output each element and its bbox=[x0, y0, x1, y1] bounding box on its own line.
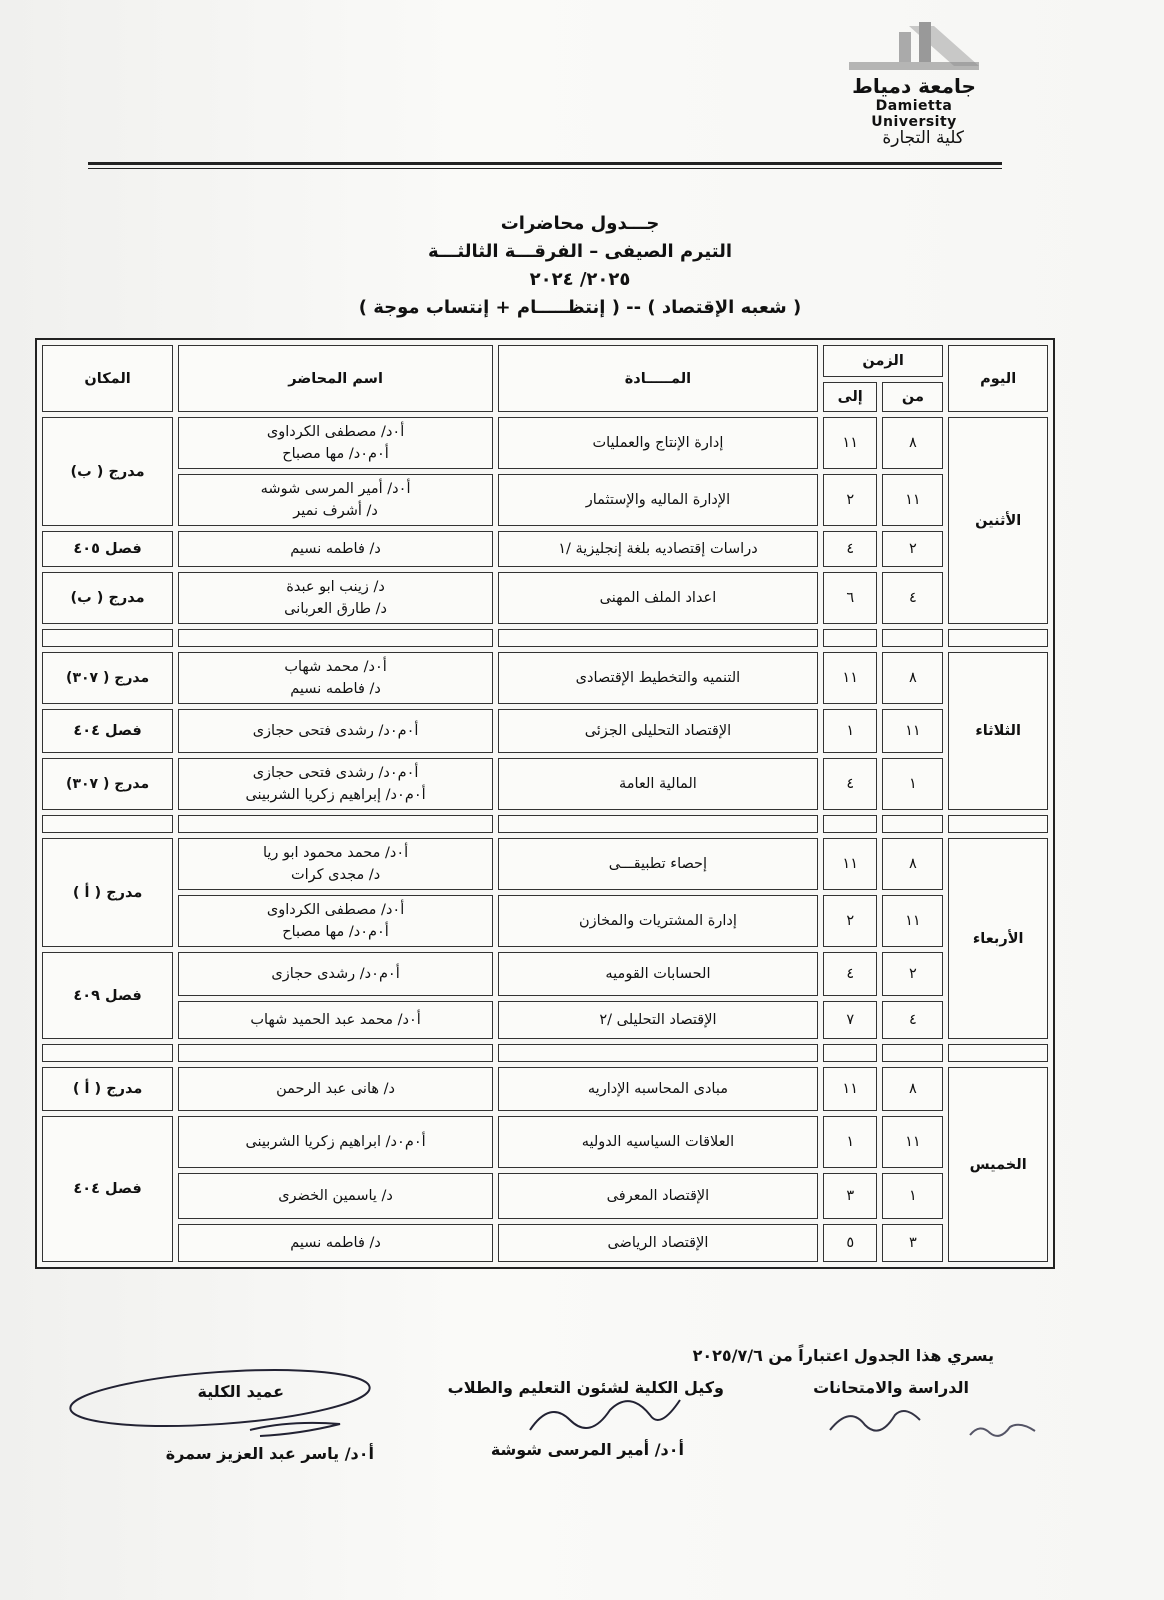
lecturer-name: د/ فاطمه نسيم bbox=[290, 541, 381, 557]
table-row bbox=[42, 572, 1048, 624]
from-cell: ١ bbox=[882, 758, 943, 810]
lecturer-name: أ٠د/ أمير المرسى شوشه bbox=[260, 481, 411, 497]
table-row bbox=[42, 1224, 1048, 1262]
university-logo bbox=[834, 18, 994, 130]
header-place: المكان bbox=[42, 345, 173, 412]
to-cell: ٥ bbox=[823, 1224, 878, 1262]
dean-name: أ٠د/ ياسر عبد العزيز سمرة bbox=[165, 1444, 374, 1463]
to-cell: ١ bbox=[823, 709, 878, 753]
lecturer-name: أ٠م٠د/ رشدى فتحى حجازى bbox=[252, 765, 419, 781]
subject-cell: الإقتصاد الرياضى bbox=[498, 1224, 818, 1262]
place-cell: مدرج ( ٣٠٧) bbox=[42, 758, 173, 810]
from-cell: ٢ bbox=[882, 531, 943, 567]
lecturer-cell bbox=[178, 474, 493, 526]
to-cell: ٤ bbox=[823, 531, 878, 567]
to-cell: ١١ bbox=[823, 652, 878, 704]
lecturer-name: د/ هانى عبد الرحمن bbox=[276, 1081, 395, 1097]
lecturer-cell bbox=[178, 572, 493, 624]
lecturer-name: أ٠د/ مصطفى الكرداوى bbox=[266, 424, 405, 440]
subject-cell: الإدارة الماليه والإستثمار bbox=[498, 474, 818, 526]
document-title-block bbox=[200, 210, 960, 322]
subject-cell: العلاقات السياسيه الدوليه bbox=[498, 1116, 818, 1168]
subject-cell: إدارة الإنتاج والعمليات bbox=[498, 417, 818, 469]
subject-cell: التنميه والتخطيط الإقتصادى bbox=[498, 652, 818, 704]
subject-cell: إدارة المشتريات والمخازن bbox=[498, 895, 818, 947]
lecturer-name: د/ فاطمه نسيم bbox=[290, 681, 381, 697]
lecturer-cell bbox=[178, 895, 493, 947]
from-cell: ٨ bbox=[882, 1067, 943, 1111]
from-cell: ٨ bbox=[882, 838, 943, 890]
table-row bbox=[42, 838, 1048, 890]
day-cell: الأربعاء bbox=[948, 838, 1048, 1039]
lecturer-name: أ٠م٠د/ رشدى حجازى bbox=[271, 966, 400, 982]
subject-cell: إحصاء تطبيقـــى bbox=[498, 838, 818, 890]
place-cell: فصل ٤٠٤ bbox=[42, 1116, 173, 1262]
title-line-4: ( شعبه الإقتصاد ) -- ( إنتظـــــام + إنتساب موجة ) bbox=[358, 297, 802, 318]
to-cell: ١١ bbox=[823, 1067, 878, 1111]
lecturer-cell bbox=[178, 1067, 493, 1111]
subject-cell: الحسابات القوميه bbox=[498, 952, 818, 996]
header-to: إلى bbox=[823, 382, 878, 412]
header-day: اليوم bbox=[948, 345, 1048, 412]
lecturer-cell bbox=[178, 652, 493, 704]
lecturer-name: أ٠م٠د/ ابراهيم زكريا الشربينى bbox=[245, 1134, 426, 1150]
header-divider-thin bbox=[88, 168, 1002, 169]
day-cell: الثلاثاء bbox=[948, 652, 1048, 810]
table-row bbox=[42, 895, 1048, 947]
lecturer-name: أ٠م٠د/ مها مصباح bbox=[282, 446, 389, 462]
to-cell: ٦ bbox=[823, 572, 878, 624]
day-cell: الأثنين bbox=[948, 417, 1048, 624]
lecturer-cell bbox=[178, 531, 493, 567]
header-subject: المـــــادة bbox=[498, 345, 818, 412]
from-cell: ٨ bbox=[882, 417, 943, 469]
lecturer-name: د/ زينب ابو عبدة bbox=[286, 579, 385, 595]
place-cell: مدرج ( ب) bbox=[42, 572, 173, 624]
lecturer-name: أ٠د/ محمد شهاب bbox=[284, 659, 387, 675]
lecturer-cell bbox=[178, 758, 493, 810]
to-cell: ٧ bbox=[823, 1001, 878, 1039]
subject-cell: الإقتصاد التحليلى الجزئى bbox=[498, 709, 818, 753]
lecturer-cell bbox=[178, 1001, 493, 1039]
table-row bbox=[42, 417, 1048, 469]
subject-cell: دراسات إقتصاديه بلغة إنجليزية /١ bbox=[498, 531, 818, 567]
to-cell: ٤ bbox=[823, 952, 878, 996]
lecturer-name: أ٠م٠د/ إبراهيم زكريا الشربينى bbox=[245, 787, 426, 803]
schedule-table bbox=[35, 338, 1055, 1269]
university-emblem-icon bbox=[839, 18, 989, 78]
from-cell: ٤ bbox=[882, 1001, 943, 1039]
to-cell: ١١ bbox=[823, 838, 878, 890]
title-line-3: ٢٠٢٥/ ٢٠٢٤ bbox=[529, 269, 631, 290]
lecturer-name: أ٠د/ محمد محمود ابو ريا bbox=[262, 845, 409, 861]
studies-label: الدراسة والامتحانات bbox=[813, 1378, 969, 1397]
vice-dean-name: أ٠د/ أمير المرسى شوشة bbox=[490, 1440, 684, 1459]
place-cell: فصل ٤٠٩ bbox=[42, 952, 173, 1039]
subject-cell: المالية العامة bbox=[498, 758, 818, 810]
day-separator bbox=[42, 1044, 1048, 1062]
lecturer-name: د/ مجدى كرات bbox=[290, 867, 381, 883]
place-cell: مدرج ( ٣٠٧) bbox=[42, 652, 173, 704]
table-row bbox=[42, 652, 1048, 704]
lecturer-cell bbox=[178, 1173, 493, 1219]
subject-cell: الإقتصاد التحليلى /٢ bbox=[498, 1001, 818, 1039]
table-row bbox=[42, 1001, 1048, 1039]
lecturer-cell bbox=[178, 838, 493, 890]
day-separator bbox=[42, 629, 1048, 647]
title-line-2: التيرم الصيفى – الفرقـــة الثالثـــة bbox=[427, 241, 732, 262]
table-header-row bbox=[42, 345, 1048, 377]
place-cell: مدرج ( أ ) bbox=[42, 838, 173, 947]
from-cell: ٢ bbox=[882, 952, 943, 996]
to-cell: ١ bbox=[823, 1116, 878, 1168]
lecturer-name: أ٠م٠د/ رشدى فتحى حجازى bbox=[252, 723, 419, 739]
header-divider bbox=[88, 162, 1002, 165]
day-cell: الخميس bbox=[948, 1067, 1048, 1262]
from-cell: ١ bbox=[882, 1173, 943, 1219]
from-cell: ١١ bbox=[882, 709, 943, 753]
header-lecturer: اسم المحاضر bbox=[178, 345, 493, 412]
to-cell: ١١ bbox=[823, 417, 878, 469]
table-row bbox=[42, 758, 1048, 810]
lecturer-cell bbox=[178, 709, 493, 753]
lecturer-cell bbox=[178, 417, 493, 469]
table-row bbox=[42, 531, 1048, 567]
to-cell: ٢ bbox=[823, 474, 878, 526]
from-cell: ١١ bbox=[882, 474, 943, 526]
lecturer-cell bbox=[178, 952, 493, 996]
to-cell: ٤ bbox=[823, 758, 878, 810]
from-cell: ١١ bbox=[882, 895, 943, 947]
from-cell: ٣ bbox=[882, 1224, 943, 1262]
lecturer-name: د/ طارق العربانى bbox=[284, 601, 387, 617]
from-cell: ٤ bbox=[882, 572, 943, 624]
logo-arabic-text: جامعة دمياط bbox=[852, 74, 976, 98]
place-cell: مدرج ( أ ) bbox=[42, 1067, 173, 1111]
from-cell: ١١ bbox=[882, 1116, 943, 1168]
lecturer-name: د/ ياسمين الخضرى bbox=[278, 1188, 393, 1204]
title-line-1: جـــدول محاضرات bbox=[500, 213, 660, 234]
table-row bbox=[42, 1173, 1048, 1219]
logo-english-text: Damietta University bbox=[871, 98, 957, 130]
table-row bbox=[42, 952, 1048, 996]
day-separator bbox=[42, 815, 1048, 833]
lecturer-name: أ٠د/ محمد عبد الحميد شهاب bbox=[250, 1012, 421, 1028]
subject-cell: مبادى المحاسبه الإداريه bbox=[498, 1067, 818, 1111]
header-from: من bbox=[882, 382, 943, 412]
to-cell: ٢ bbox=[823, 895, 878, 947]
table-row bbox=[42, 474, 1048, 526]
reviewer-signature bbox=[965, 1415, 1045, 1445]
table-row bbox=[42, 709, 1048, 753]
faculty-name: كلية التجارة bbox=[882, 128, 964, 148]
vice-dean-title: وكيل الكلية لشئون التعليم والطلاب bbox=[447, 1378, 724, 1397]
place-cell: فصل ٤٠٥ bbox=[42, 531, 173, 567]
table-row bbox=[42, 1067, 1048, 1111]
lecturer-name: أ٠د/ مصطفى الكرداوى bbox=[266, 902, 405, 918]
lecturer-cell bbox=[178, 1224, 493, 1262]
to-cell: ٣ bbox=[823, 1173, 878, 1219]
table-row bbox=[42, 1116, 1048, 1168]
header-time: الزمن bbox=[823, 345, 943, 377]
place-cell: مدرج ( ب) bbox=[42, 417, 173, 526]
subject-cell: الإقتصاد المعرفى bbox=[498, 1173, 818, 1219]
lecturer-name: د/ فاطمه نسيم bbox=[290, 1235, 381, 1251]
lecturer-name: أ٠م٠د/ مها مصباح bbox=[282, 924, 389, 940]
vice-dean-signature bbox=[510, 1380, 710, 1450]
lecturer-cell bbox=[178, 1116, 493, 1168]
place-cell: فصل ٤٠٤ bbox=[42, 709, 173, 753]
subject-cell: اعداد الملف المهنى bbox=[498, 572, 818, 624]
effective-date-text: يسري هذا الجدول اعتباراً من ٢٠٢٥/٧/٦ bbox=[692, 1346, 994, 1365]
from-cell: ٨ bbox=[882, 652, 943, 704]
dean-title: عميد الكلية bbox=[197, 1382, 284, 1401]
studies-signature bbox=[820, 1395, 930, 1445]
dean-signature bbox=[60, 1360, 390, 1450]
lecturer-name: د/ أشرف نمير bbox=[293, 503, 378, 519]
